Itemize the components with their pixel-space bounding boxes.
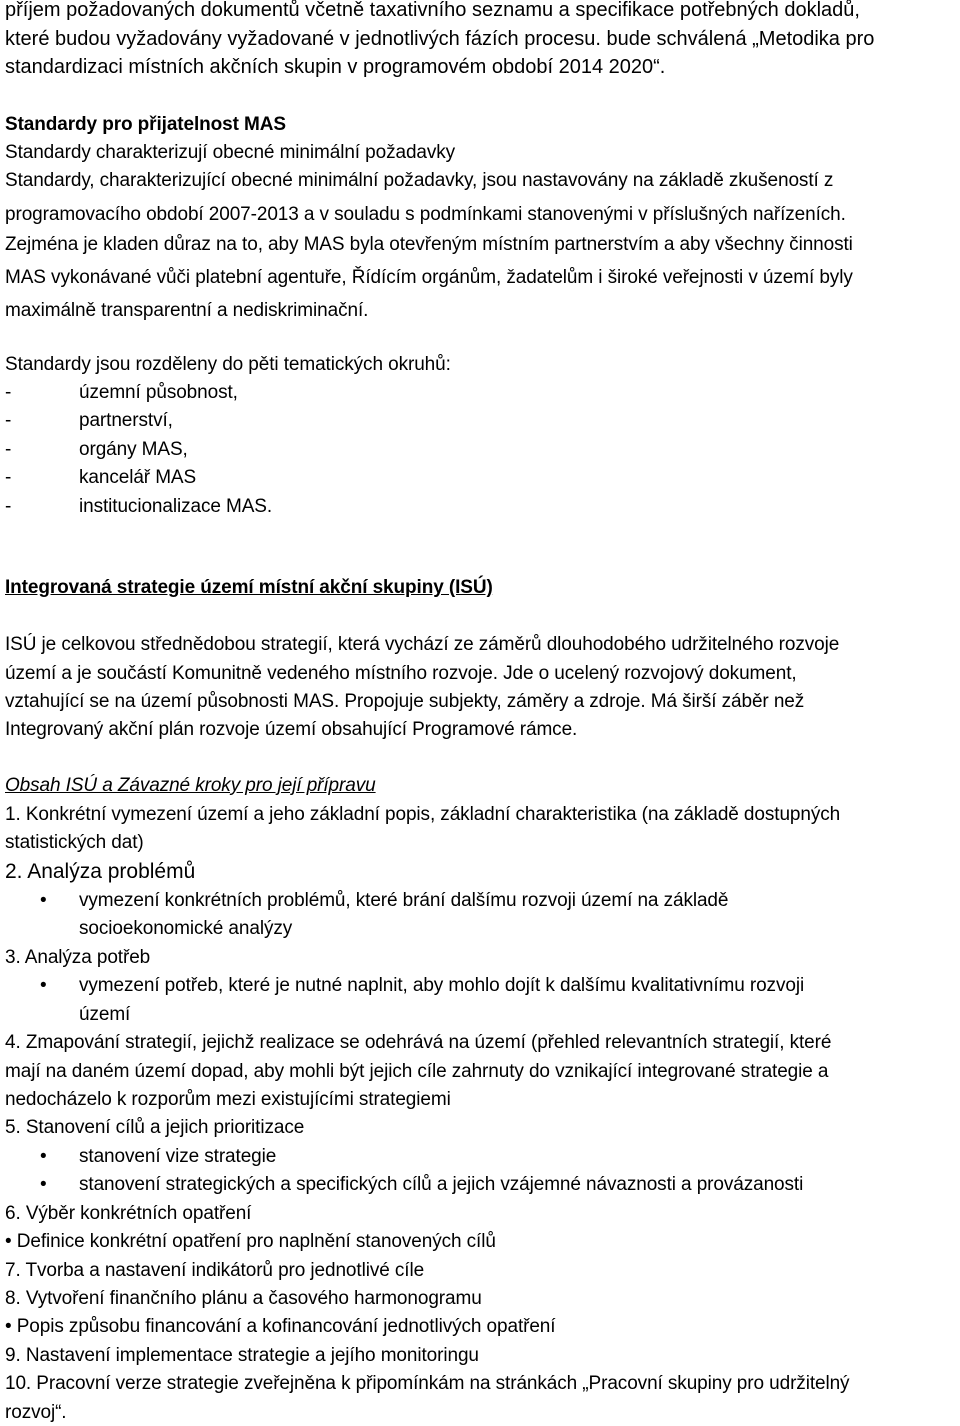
- standards-para1-line2: programovacího období 2007-2013 a v souladu s podmínkami stanovenými v příslušných nařízeních.: [5, 204, 846, 225]
- list-item: kancelář MAS: [79, 467, 197, 488]
- bullet-marker: •: [40, 890, 47, 911]
- step-3-bullet-line1: vymezení potřeb, které je nutné naplnit, aby mohlo dojít k dalšímu kvalitativnímu rozvoji: [79, 975, 805, 996]
- step-1-line1: 1. Konkrétní vymezení území a jeho základní popis, základní charakteristika (na základě dostupných: [5, 804, 841, 825]
- step-6-bullet: • Definice konkrétní opatření pro naplnění stanovených cílů: [5, 1231, 496, 1252]
- intro-line-1: příjem požadovaných dokumentů včetně taxativního seznamu a specifikace potřebných dokladů,: [5, 0, 860, 21]
- dash-marker: -: [5, 467, 12, 488]
- step-4-line2: mají na daném území dopad, aby mohli být jejich cíle zahrnuty do vznikající integrované strategie a: [5, 1061, 829, 1082]
- step-5-bullet-1: stanovení vize strategie: [79, 1146, 277, 1167]
- isu-para-line3: vztahující se na území působnosti MAS. Propojuje subjekty, záměry a zdroje. Má širší záběr než: [5, 691, 805, 712]
- step-2-bullet-line1: vymezení konkrétních problémů, které brání dalšímu rozvoji území na základě: [79, 890, 729, 911]
- list-item: orgány MAS,: [79, 439, 188, 460]
- step-5: 5. Stanovení cílů a jejich prioritizace: [5, 1117, 305, 1138]
- bullet-marker: •: [40, 975, 47, 996]
- step-4-line1: 4. Zmapování strategií, jejichž realizace se odehrává na území (přehled relevantních strategií, které: [5, 1032, 832, 1053]
- step-1-line2: statistických dat): [5, 832, 144, 853]
- dash-marker: -: [5, 439, 12, 460]
- standards-para1-line1: Standardy, charakterizující obecné minimální požadavky, jsou nastavovány na základě zkušeností z: [5, 170, 834, 191]
- standards-subheading: Standardy charakterizují obecné minimální požadavky: [5, 142, 456, 163]
- step-6: 6. Výběr konkrétních opatření: [5, 1203, 252, 1224]
- step-3-bullet-line2: území: [79, 1004, 131, 1025]
- step-2-bullet-line2: socioekonomické analýzy: [79, 918, 293, 939]
- bullet-marker: •: [40, 1146, 47, 1167]
- standards-para2-line2: MAS vykonávané vůči platební agentuře, Řídícím orgánům, žadatelům i široké veřejnosti v území byly: [5, 267, 853, 288]
- intro-line-2: které budou vyžadovány vyžadované v jednotlivých fázích procesu. bude schválená „Metodika pro: [5, 28, 875, 50]
- standards-para2-line3: maximálně transparentní a nediskriminační.: [5, 300, 369, 321]
- step-10-line2: rozvoj“.: [5, 1402, 67, 1423]
- step-5-bullet-2: stanovení strategických a specifických cílů a jejich vzájemné návaznosti a provázanosti: [79, 1174, 804, 1195]
- isu-para-line1: ISÚ je celkovou střednědobou strategií, která vychází ze záměrů dlouhodobého udržitelného rozvoje: [5, 634, 840, 655]
- step-7: 7. Tvorba a nastavení indikátorů pro jednotlivé cíle: [5, 1260, 425, 1281]
- step-3: 3. Analýza potřeb: [5, 947, 151, 968]
- contents-title: Obsah ISÚ a Závazné kroky pro její přípravu: [5, 775, 376, 796]
- step-2: 2. Analýza problémů: [5, 860, 196, 883]
- bullet-marker: •: [40, 1174, 47, 1195]
- list-item: institucionalizace MAS.: [79, 496, 273, 517]
- isu-heading: Integrovaná strategie území místní akční skupiny (ISÚ): [5, 577, 493, 598]
- dash-marker: -: [5, 410, 12, 431]
- isu-para-line2: území a je součástí Komunitně vedeného místního rozvoje. Jde o ucelený rozvojový dokument,: [5, 663, 797, 684]
- step-8-bullet: • Popis způsobu financování a kofinancování jednotlivých opatření: [5, 1316, 556, 1337]
- list-item: partnerství,: [79, 410, 173, 431]
- dash-marker: -: [5, 382, 12, 403]
- standards-para2-line1: Zejména je kladen důraz na to, aby MAS byla otevřeným místním partnerstvím a aby všechny činnosti: [5, 234, 853, 255]
- intro-line-3: standardizaci místních akčních skupin v programovém období 2014 2020“.: [5, 56, 666, 78]
- step-8: 8. Vytvoření finančního plánu a časového harmonogramu: [5, 1288, 482, 1309]
- step-9: 9. Nastavení implementace strategie a jejího monitoringu: [5, 1345, 479, 1366]
- step-10-line1: 10. Pracovní verze strategie zveřejněna k připomínkám na stránkách „Pracovní skupiny pro udržitelný: [5, 1373, 850, 1394]
- isu-para-line4: Integrovaný akční plán rozvoje území obsahující Programové rámce.: [5, 719, 578, 740]
- standards-heading: Standardy pro přijatelnost MAS: [5, 114, 286, 135]
- step-4-line3: nedocházelo k rozporům mezi existujícími strategiemi: [5, 1089, 451, 1110]
- list-item: územní působnost,: [79, 382, 238, 403]
- areas-intro: Standardy jsou rozděleny do pěti tematických okruhů:: [5, 354, 451, 375]
- dash-marker: -: [5, 496, 12, 517]
